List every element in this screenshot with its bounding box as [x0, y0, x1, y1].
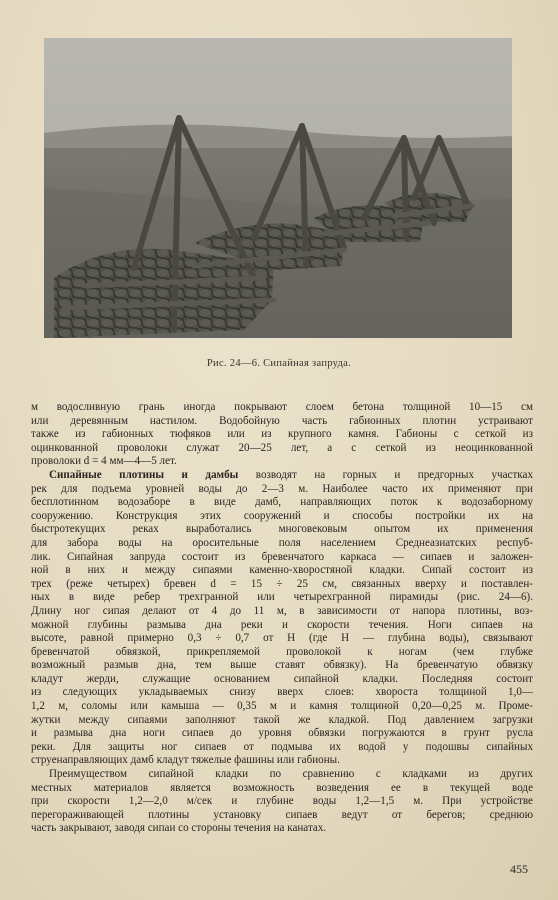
text-line: высоте, равной примерно 0,3 ÷ 0,7 от H (где H — глубина воды), связывают	[31, 632, 533, 645]
text-line: сооружению. Конструкция этих сооружений и способы постройки их на	[31, 509, 533, 522]
text-line: местных материалов является возможность возведения ее в текущей воде	[31, 781, 533, 794]
page-number: 455	[510, 862, 528, 876]
text-line: рек для подъема уровней воды до 2—3 м. Наиболее часто их применяют при	[31, 482, 533, 495]
sipai-dam-photo	[44, 38, 512, 338]
text-line: для забора воды на оросительные поля населением Среднеазиатских респуб-	[31, 536, 533, 549]
text-line: и размыва дна ноги сипаев до уровня обвязки погружаются в грунт русла	[31, 727, 533, 740]
text-line: струенаправляющих дамб кладут тяжелые фашины или габионы.	[31, 754, 340, 767]
text-line: реки. Для защиты ног сипаев от подмыва их водой у подошвы сипайных	[31, 740, 533, 753]
text-line: быстротекущих реках выработались многовековым опытом их применения	[31, 523, 533, 536]
section-heading: Сипайные плотины и дамбы	[49, 468, 239, 481]
text-line: кладут жерди, служащие основанием сипайной кладки. Последняя состоит	[31, 672, 533, 685]
paragraph-gabions	[31, 401, 533, 469]
text-line: возможный размыв дна, тем выше ставят обвязку). На бревенчатую обвязку	[31, 659, 533, 672]
text-line: Длину ног сипая делают от 4 до 11 м, в зависимости от напора плотины, воз-	[31, 604, 533, 617]
text-line-tail: возводят на горных и предгорных участках	[238, 468, 533, 481]
text-line: м водосливную грань иногда покрывают слоем бетона толщиной 10—15 см	[31, 401, 533, 413]
text-line: лик. Сипайная запруда состоит из бревенчатого каркаса — сипаев и заложен-	[31, 550, 533, 563]
text-line: проволоки d = 4 мм—4—5 лет.	[31, 455, 177, 468]
text-line: ной в них и между сипаями каменно-хворостяной кладки. Сипай состоит из	[31, 564, 533, 577]
text-line: часть закрывают, заводя сипаи со стороны течения на канатах.	[31, 822, 327, 835]
text-line: бесплотинном водозаборе в виде дамб, направляющих поток к водозаборному	[31, 496, 533, 509]
paragraph-advantages	[31, 768, 533, 836]
text-line: перегораживающей плотины установку сипаев ведут от берегов; среднюю	[31, 808, 533, 821]
text-line: ных в виде ребер трехгранной или четырехгранной пирамиды (рис. 24—6).	[31, 591, 533, 604]
text-line: из следующих укладываемых снизу вверх слоев: хвороста толщиной 1,0—	[31, 686, 533, 699]
paragraph-sipai	[31, 469, 533, 768]
text-line: бревенчатой обвязкой, прикрепляемой проволокой к ногам (чем глубже	[31, 645, 533, 658]
text-line: 1,2 м, соломы или камыша — 0,35 м и камня толщиной 0,20—0,25 м. Проме-	[31, 700, 533, 713]
text-line: жутки между сипаями заполняют такой же кладкой. Под давлением загрузки	[31, 713, 533, 726]
body-text	[31, 401, 533, 836]
text-line: или деревянным настилом. Водобойную часть габионных плотин устраивают	[31, 414, 533, 427]
text-line: можной глубины размыва дна реки и скорости течения. Ноги сипаев на	[31, 618, 533, 631]
text-line: также из габионных тюфяков или из крупного камня. Габионы с сеткой из	[31, 428, 533, 441]
text-line: Преимуществом сипайной кладки по сравнению с кладками из других	[49, 768, 533, 781]
text-line	[31, 469, 533, 483]
text-line: оцинкованной проволоки служат 20—25 лет, а с сеткой из неоцинкованной	[31, 441, 533, 454]
figure-photo	[44, 38, 512, 338]
text-line: при скорости 1,2—2,0 м/сек и глубине воды 1,2—1,5 м. При устройстве	[31, 795, 533, 808]
text-line: трех (реже четырех) бревен d = 15 ÷ 25 см, связанных вверху и поставлен-	[31, 577, 533, 590]
figure-caption: Рис. 24—6. Сипайная запруда.	[206, 358, 352, 369]
